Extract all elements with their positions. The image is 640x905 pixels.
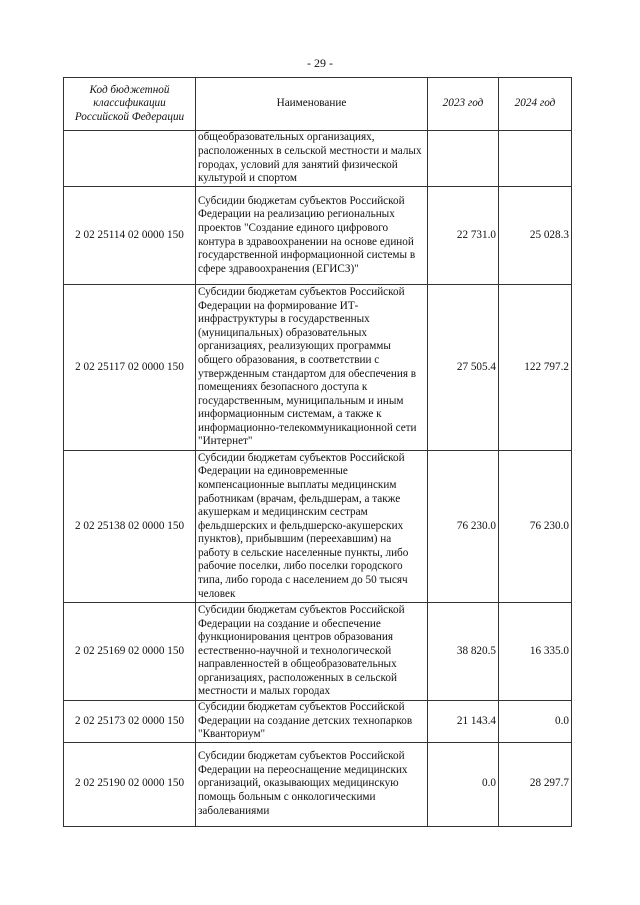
header-2023: 2023 год	[428, 78, 499, 131]
row-code: 2 02 25173 02 0000 150	[64, 701, 196, 743]
row-2023: 38 820.5	[428, 603, 499, 701]
table-row	[64, 603, 572, 701]
table-row	[64, 187, 572, 285]
row-code: 2 02 25169 02 0000 150	[64, 603, 196, 701]
row-2024: 16 335.0	[499, 603, 572, 701]
row-2024	[499, 131, 572, 187]
header-code: Код бюджетной классификации Российской Федерации	[64, 78, 196, 131]
row-name: Субсидии бюджетам субъектов Российской Федерации на создание детских технопарков "Кванториум"	[196, 701, 428, 743]
table-row	[64, 285, 572, 451]
row-2023: 22 731.0	[428, 187, 499, 285]
row-2024: 76 230.0	[499, 451, 572, 603]
table-row	[64, 131, 572, 187]
table-header-row	[64, 78, 572, 131]
table-row	[64, 451, 572, 603]
row-name: Субсидии бюджетам субъектов Российской Федерации на переоснащение медицинских организаций, оказывающих медицинскую помощь больным с онкологическими заболеваниями	[196, 742, 428, 826]
row-2024: 25 028.3	[499, 187, 572, 285]
row-name: Субсидии бюджетам субъектов Российской Федерации на реализацию региональных проектов "Создание единого цифрового контура в здравоохранении на основе единой государственной информационной системы в сфере здравоохранения (ЕГИСЗ)"	[196, 187, 428, 285]
row-name: общеобразовательных организациях, расположенных в сельской местности и малых городах, условий для занятий физической культурой и спортом	[196, 131, 428, 187]
budget-table	[63, 77, 572, 827]
row-code: 2 02 25190 02 0000 150	[64, 742, 196, 826]
row-2023: 0.0	[428, 742, 499, 826]
row-2024: 0.0	[499, 701, 572, 743]
row-2024: 122 797.2	[499, 285, 572, 451]
table-row	[64, 701, 572, 743]
row-2024: 28 297.7	[499, 742, 572, 826]
row-code	[64, 131, 196, 187]
header-name: Наименование	[196, 78, 428, 131]
row-name: Субсидии бюджетам субъектов Российской Федерации на создание и обеспечение функционирования центров образования естественно-научной и технологической направленностей в общеобразовательных организациях, расположенных в сельской местности и малых городах	[196, 603, 428, 701]
row-2023: 21 143.4	[428, 701, 499, 743]
row-2023: 76 230.0	[428, 451, 499, 603]
row-name: Субсидии бюджетам субъектов Российской Федерации на формирование ИТ-инфраструктуры в государственных (муниципальных) образовательных организациях, реализующих программы общего образования, в соответствии с утвержденным стандартом для обеспечения в помещениях безопасного доступа к государственным, муниципальным и иным информационным системам, а также к информационно-телекоммуникационной сети "Интернет"	[196, 285, 428, 451]
row-2023	[428, 131, 499, 187]
row-code: 2 02 25117 02 0000 150	[64, 285, 196, 451]
row-code: 2 02 25114 02 0000 150	[64, 187, 196, 285]
row-2023: 27 505.4	[428, 285, 499, 451]
table-row	[64, 742, 572, 826]
page-number: - 29 -	[307, 56, 333, 70]
row-code: 2 02 25138 02 0000 150	[64, 451, 196, 603]
row-name: Субсидии бюджетам субъектов Российской Федерации на единовременные компенсационные выплаты медицинским работникам (врачам, фельдшерам, а также акушеркам и медицинским сестрам фельдшерских и фельдшерско-акушерских пунктов), прибывшим (переехавшим) на работу в сельские населенные пункты, либо рабочие поселки, либо поселки городского типа, либо города с населением до 50 тысяч человек	[196, 451, 428, 603]
header-2024: 2024 год	[499, 78, 572, 131]
